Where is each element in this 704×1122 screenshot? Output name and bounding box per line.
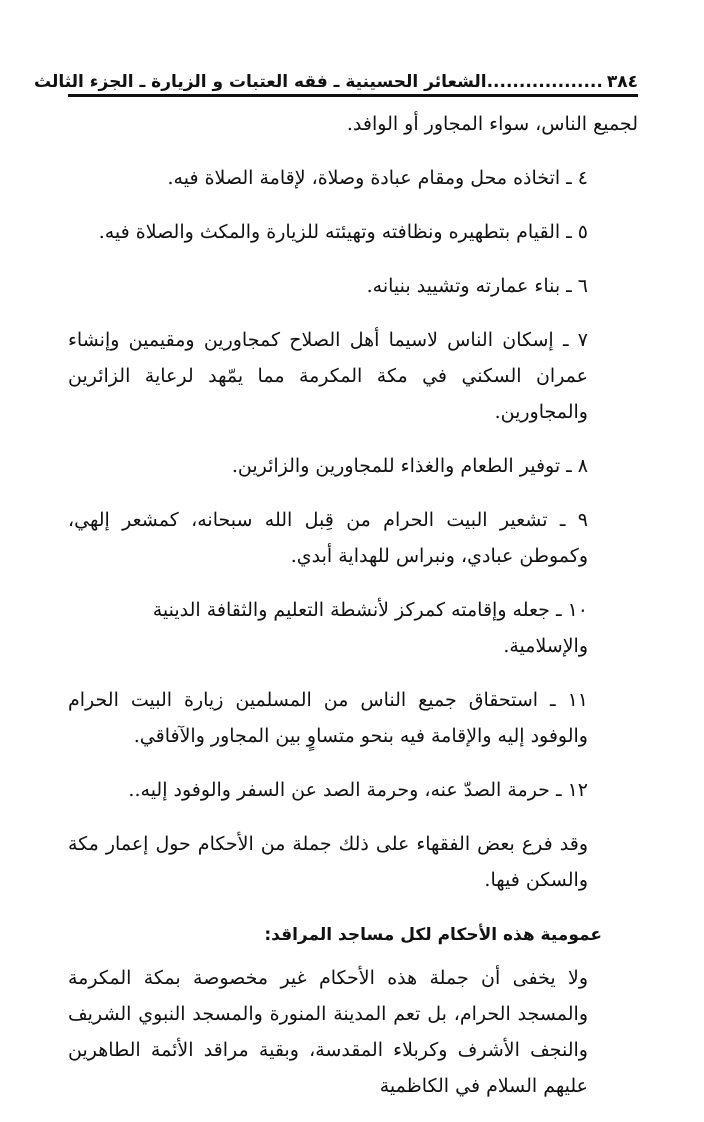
list-item-4: ٤ ـ اتخاذه محل ومقام عبادة وصلاة، لإقامة الصلاة فيه.	[167, 167, 588, 189]
list-item-10: ١٠ ـ جعله وإقامته كمركز لأنشطة التعليم والثقافة الدينية والإسلامية.	[152, 599, 588, 657]
header-rule	[68, 94, 638, 97]
running-title: ..................الشعائر الحسينية ـ فقه العتبات و الزيارة ـ الجزء الثالث	[33, 72, 603, 92]
page-number: ٣٨٤	[606, 72, 638, 92]
page-body	[68, 110, 638, 1122]
list-item-5: ٥ ـ القيام بتطهيره ونظافته وتهيئته للزيارة والمكث والصلاة فيه.	[98, 221, 588, 243]
paragraph-conclusion: وقد فرع بعض الفقهاء على ذلك جملة من الأحكام حول إعمار مكة والسكن فيها.	[68, 833, 588, 891]
list-item-11: ١١ ـ استحقاق جميع الناس من المسلمين زيارة البيت الحرام والوفود إليه والإقامة فيه بنحو متساوٍ بين المجاور والآفاقي.	[68, 689, 588, 747]
section-heading: عمومية هذه الأحكام لكل مساجد المراقد:	[264, 925, 602, 945]
list-item-7: ٧ ـ إسكان الناس لاسيما أهل الصلاح كمجاورين ومقيمين وإنشاء عمران السكني في مكة المكرمة مما يمّهد لرعاية الزائرين والمجاورين.	[68, 329, 588, 423]
paragraph-continuation: لجميع الناس، سواء المجاور أو الوافد.	[346, 113, 638, 135]
paragraph-closing: ولا يخفى أن جملة هذه الأحكام غير مخصوصة بمكة المكرمة والمسجد الحرام، بل تعم المدينة المنورة والمسجد النبوي الشريف والنجف الأشرف وكربلاء المقدسة، وبقية مراقد الأئمة الطاهرين عليهم السلام في الكاظمية	[68, 967, 588, 1097]
list-item-6: ٦ ـ بناء عمارته وتشييد بنيانه.	[366, 275, 588, 297]
list-item-9: ٩ ـ تشعير البيت الحرام من قِبل الله سبحانه، كمشعر إلهي، وكموطن عبادي، ونبراس للهداية أبدي.	[68, 509, 588, 567]
running-header	[33, 62, 638, 92]
list-item-12: ١٢ ـ حرمة الصدّ عنه، وحرمة الصد عن السفر والوفود إليه..	[128, 779, 588, 801]
list-item-8: ٨ ـ توفير الطعام والغذاء للمجاورين والزائرين.	[231, 455, 588, 477]
